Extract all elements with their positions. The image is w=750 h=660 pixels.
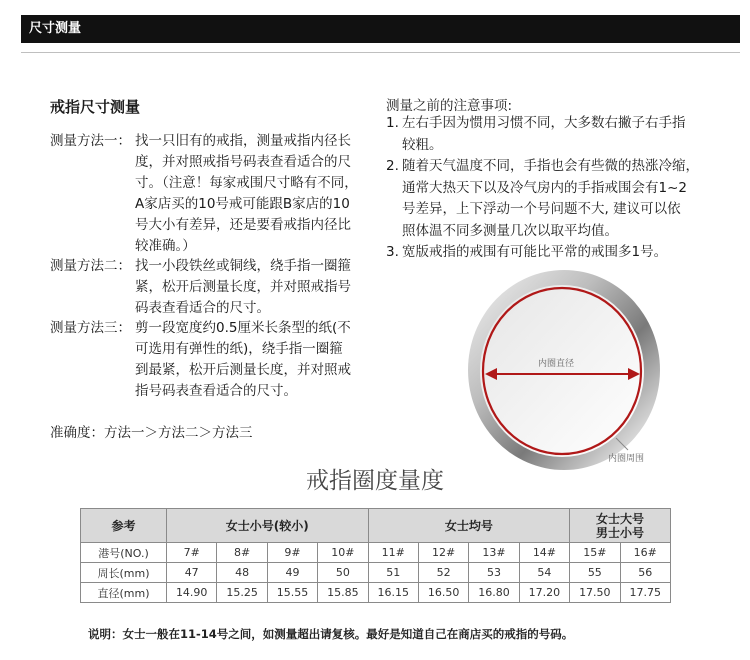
method-two-line: 紧，松开后测量长度，并对照戒指号 <box>135 279 351 295</box>
note-text <box>402 113 716 156</box>
table-cell: 55 <box>570 563 620 583</box>
table-cell: 15# <box>570 543 620 563</box>
table-cell: 56 <box>620 563 670 583</box>
method-one-line: A家店买的10号戒可能跟B家店的10 <box>135 196 350 212</box>
method-one-line: 号大小有差异，还是要看戒指内径比 <box>135 217 351 233</box>
note-text <box>402 156 716 242</box>
accuracy-ranking: 准确度：方法一＞方法二＞方法三 <box>50 425 253 441</box>
method-three-line: 指号码表查看适合的尺寸。 <box>135 383 297 399</box>
table-cell: 17.20 <box>519 583 569 603</box>
method-one-line: 寸。（注意！每家戒围尺寸略有不同， <box>135 175 358 191</box>
method-three-line: 可选用有弹性的纸)，绕手指一圈箍 <box>135 341 343 357</box>
ring-size-table <box>80 508 671 603</box>
group-header: 女士小号(较小) <box>167 509 369 543</box>
table-cell: 8# <box>217 543 267 563</box>
group-header-line: 男士小号 <box>596 525 645 540</box>
table-cell: 48 <box>217 563 267 583</box>
note-line: 随着天气温度不同，手指也会有些微的热涨冷缩， <box>402 158 699 174</box>
table-cell: 10# <box>318 543 368 563</box>
ring-illustration <box>458 262 678 472</box>
method-three-line: 剪一段宽度约0.5厘米长条型的纸(不 <box>135 320 351 336</box>
method-two-line: 找一小段铁丝或铜线，绕手指一圈箍 <box>135 258 351 274</box>
note-number: 2. <box>386 158 399 174</box>
method-three-text <box>135 318 373 402</box>
table-row <box>81 583 671 603</box>
note-line: 宽版戒指的戒围有可能比平常的戒围多1号。 <box>402 244 668 260</box>
table-cell: 53 <box>469 563 519 583</box>
group-header <box>570 509 671 543</box>
table-cell: 13# <box>469 543 519 563</box>
table-cell: 17.50 <box>570 583 620 603</box>
section-header-bar <box>21 15 740 43</box>
note-line: 较粗。 <box>402 136 443 153</box>
method-two-line: 码表查看适合的尺寸。 <box>135 300 270 316</box>
table-cell: 50 <box>318 563 368 583</box>
notes-list <box>386 113 716 264</box>
method-two-label: 测量方法二： <box>50 258 131 274</box>
table-cell: 11# <box>368 543 418 563</box>
note-line: 通常大热天下以及冷气房内的手指戒围会有1~2 <box>402 179 687 196</box>
table-cell: 47 <box>167 563 217 583</box>
row-label: 周长(mm) <box>81 563 167 583</box>
table-cell: 7# <box>167 543 217 563</box>
method-one-line: 较准确。） <box>135 238 196 254</box>
note-number: 3. <box>386 244 399 260</box>
method-three-line: 到最紧，松开后测量长度，并对照戒 <box>135 362 351 378</box>
row-label: 港号(NO.) <box>81 543 167 563</box>
table-cell: 51 <box>368 563 418 583</box>
group-header-text <box>570 512 670 540</box>
table-cell: 15.55 <box>267 583 317 603</box>
note-line: 左右手因为惯用习惯不同，大多数右撇子右手指 <box>402 115 686 131</box>
table-cell: 54 <box>519 563 569 583</box>
row-label: 直径(mm) <box>81 583 167 603</box>
method-one-text <box>135 131 373 257</box>
group-header: 女士均号 <box>368 509 570 543</box>
table-cell: 16.50 <box>418 583 468 603</box>
method-one-label: 测量方法一： <box>50 133 131 149</box>
method-two-text <box>135 256 373 319</box>
table-cell: 16# <box>620 543 670 563</box>
table-corner-cell: 参考 <box>81 509 167 543</box>
method-one-line: 度，并对照戒指号码表查看适合的尺 <box>135 154 351 170</box>
method-three-label: 测量方法三： <box>50 320 131 336</box>
inner-diameter-label: 内圈直径 <box>537 359 575 369</box>
table-cell: 15.85 <box>318 583 368 603</box>
method-one <box>50 131 373 257</box>
size-table-title: 戒指圈度量度 <box>306 468 444 494</box>
table-cell: 16.80 <box>469 583 519 603</box>
ring-band-inner <box>480 285 644 457</box>
note-line: 照体温不同多测量几次以取平均值。 <box>402 222 618 239</box>
table-cell: 14.90 <box>167 583 217 603</box>
table-row <box>81 563 671 583</box>
method-one-line: 找一只旧有的戒指，测量戒指内径长 <box>135 133 351 149</box>
method-two <box>50 256 373 319</box>
notes-title: 测量之前的注意事项: <box>386 98 513 114</box>
inner-circumference-label: 内圈周围 <box>608 454 645 464</box>
table-cell: 12# <box>418 543 468 563</box>
note-number: 1. <box>386 115 399 131</box>
table-cell: 17.75 <box>620 583 670 603</box>
note-item <box>386 242 716 264</box>
table-cell: 52 <box>418 563 468 583</box>
note-text <box>402 242 716 264</box>
table-footnote: 说明：女士一般在11-14号之间，如测量超出请复核。最好是知道自己在商店买的戒指的号码。 <box>88 627 574 641</box>
table-cell: 15.25 <box>217 583 267 603</box>
header-divider <box>21 52 740 53</box>
table-row <box>81 543 671 563</box>
group-header-line: 女士大号 <box>596 511 645 526</box>
table-cell: 16.15 <box>368 583 418 603</box>
table-header-row <box>81 509 671 543</box>
note-line: 号差异，上下浮动一个号问题不大, 建议可以依 <box>402 201 681 217</box>
method-three <box>50 318 373 402</box>
table-cell: 14# <box>519 543 569 563</box>
table-cell: 49 <box>267 563 317 583</box>
note-item <box>386 113 716 156</box>
note-item <box>386 156 716 242</box>
table-cell: 9# <box>267 543 317 563</box>
section-header-title: 尺寸测量 <box>29 21 82 36</box>
ring-size-title: 戒指尺寸测量 <box>50 98 141 116</box>
